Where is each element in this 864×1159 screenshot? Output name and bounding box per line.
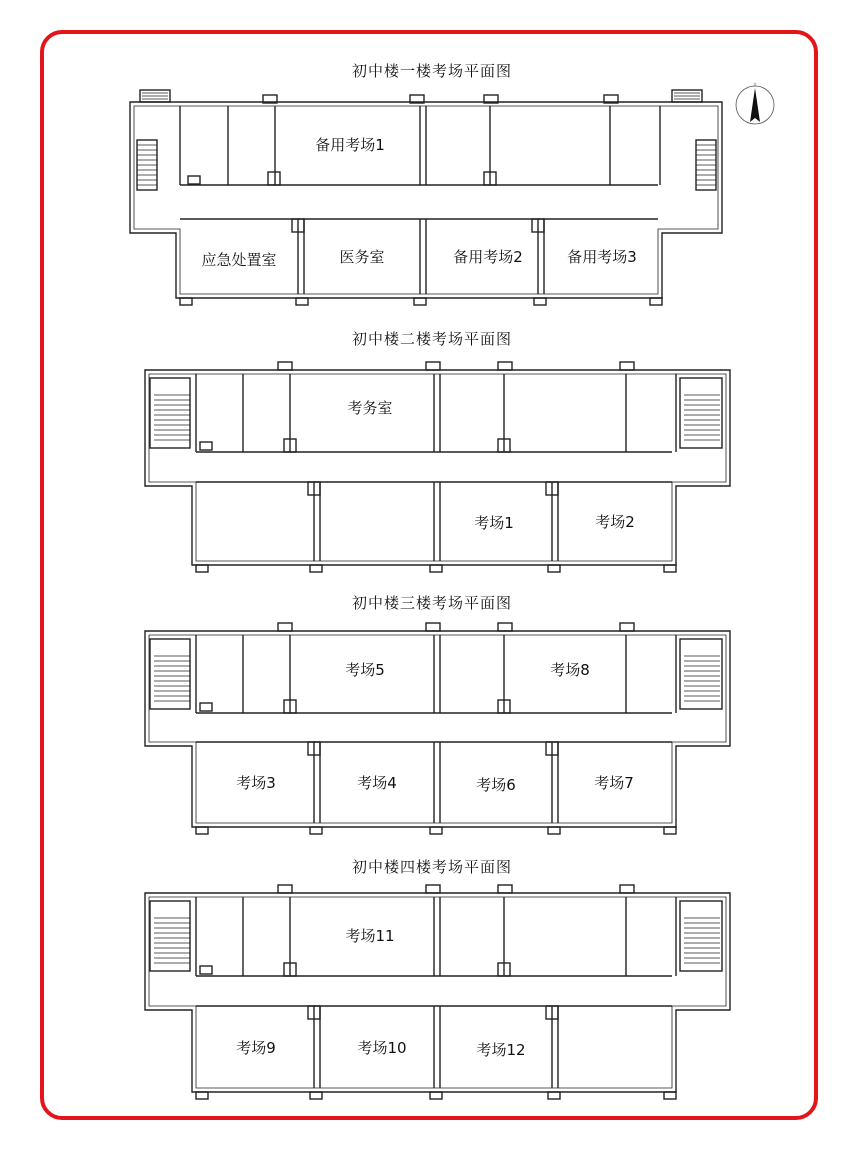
room-label-reserve-3: 备用考场3 — [567, 248, 637, 266]
compass-label: 北 — [753, 82, 757, 87]
floor-1-title: 初中楼一楼考场平面图 — [351, 62, 512, 80]
floor-2-title: 初中楼二楼考场平面图 — [351, 330, 512, 348]
room-label-emergency: 应急处置室 — [201, 251, 277, 269]
room-label-exam-9: 考场9 — [236, 1039, 276, 1057]
room-label-exam-11: 考场11 — [345, 927, 395, 945]
room-label-exam-6: 考场6 — [476, 776, 516, 794]
room-label-exam-8: 考场8 — [550, 661, 590, 679]
room-label-exam-5: 考场5 — [345, 661, 385, 679]
room-label-exam-4: 考场4 — [357, 774, 397, 792]
room-label-exam-10: 考场10 — [357, 1039, 407, 1057]
floor-4-title: 初中楼四楼考场平面图 — [351, 858, 512, 876]
room-label-exam-2: 考场2 — [595, 513, 635, 531]
room-label-exam-3: 考场3 — [236, 774, 276, 792]
room-label-exam-1: 考场1 — [474, 514, 514, 532]
floor-2-plan — [145, 362, 730, 572]
room-label-exam-office: 考务室 — [347, 399, 393, 417]
floor-3-plan — [145, 623, 730, 834]
north-compass-icon — [736, 81, 774, 124]
room-label-exam-7: 考场7 — [594, 774, 634, 792]
floor-1-plan — [130, 90, 722, 305]
floor-3-title: 初中楼三楼考场平面图 — [351, 594, 512, 612]
room-label-reserve-2: 备用考场2 — [453, 248, 523, 266]
room-label-clinic: 医务室 — [339, 248, 385, 266]
floor-4-plan — [145, 885, 730, 1099]
room-label-reserve-1: 备用考场1 — [315, 136, 385, 154]
room-label-exam-12: 考场12 — [476, 1041, 526, 1059]
